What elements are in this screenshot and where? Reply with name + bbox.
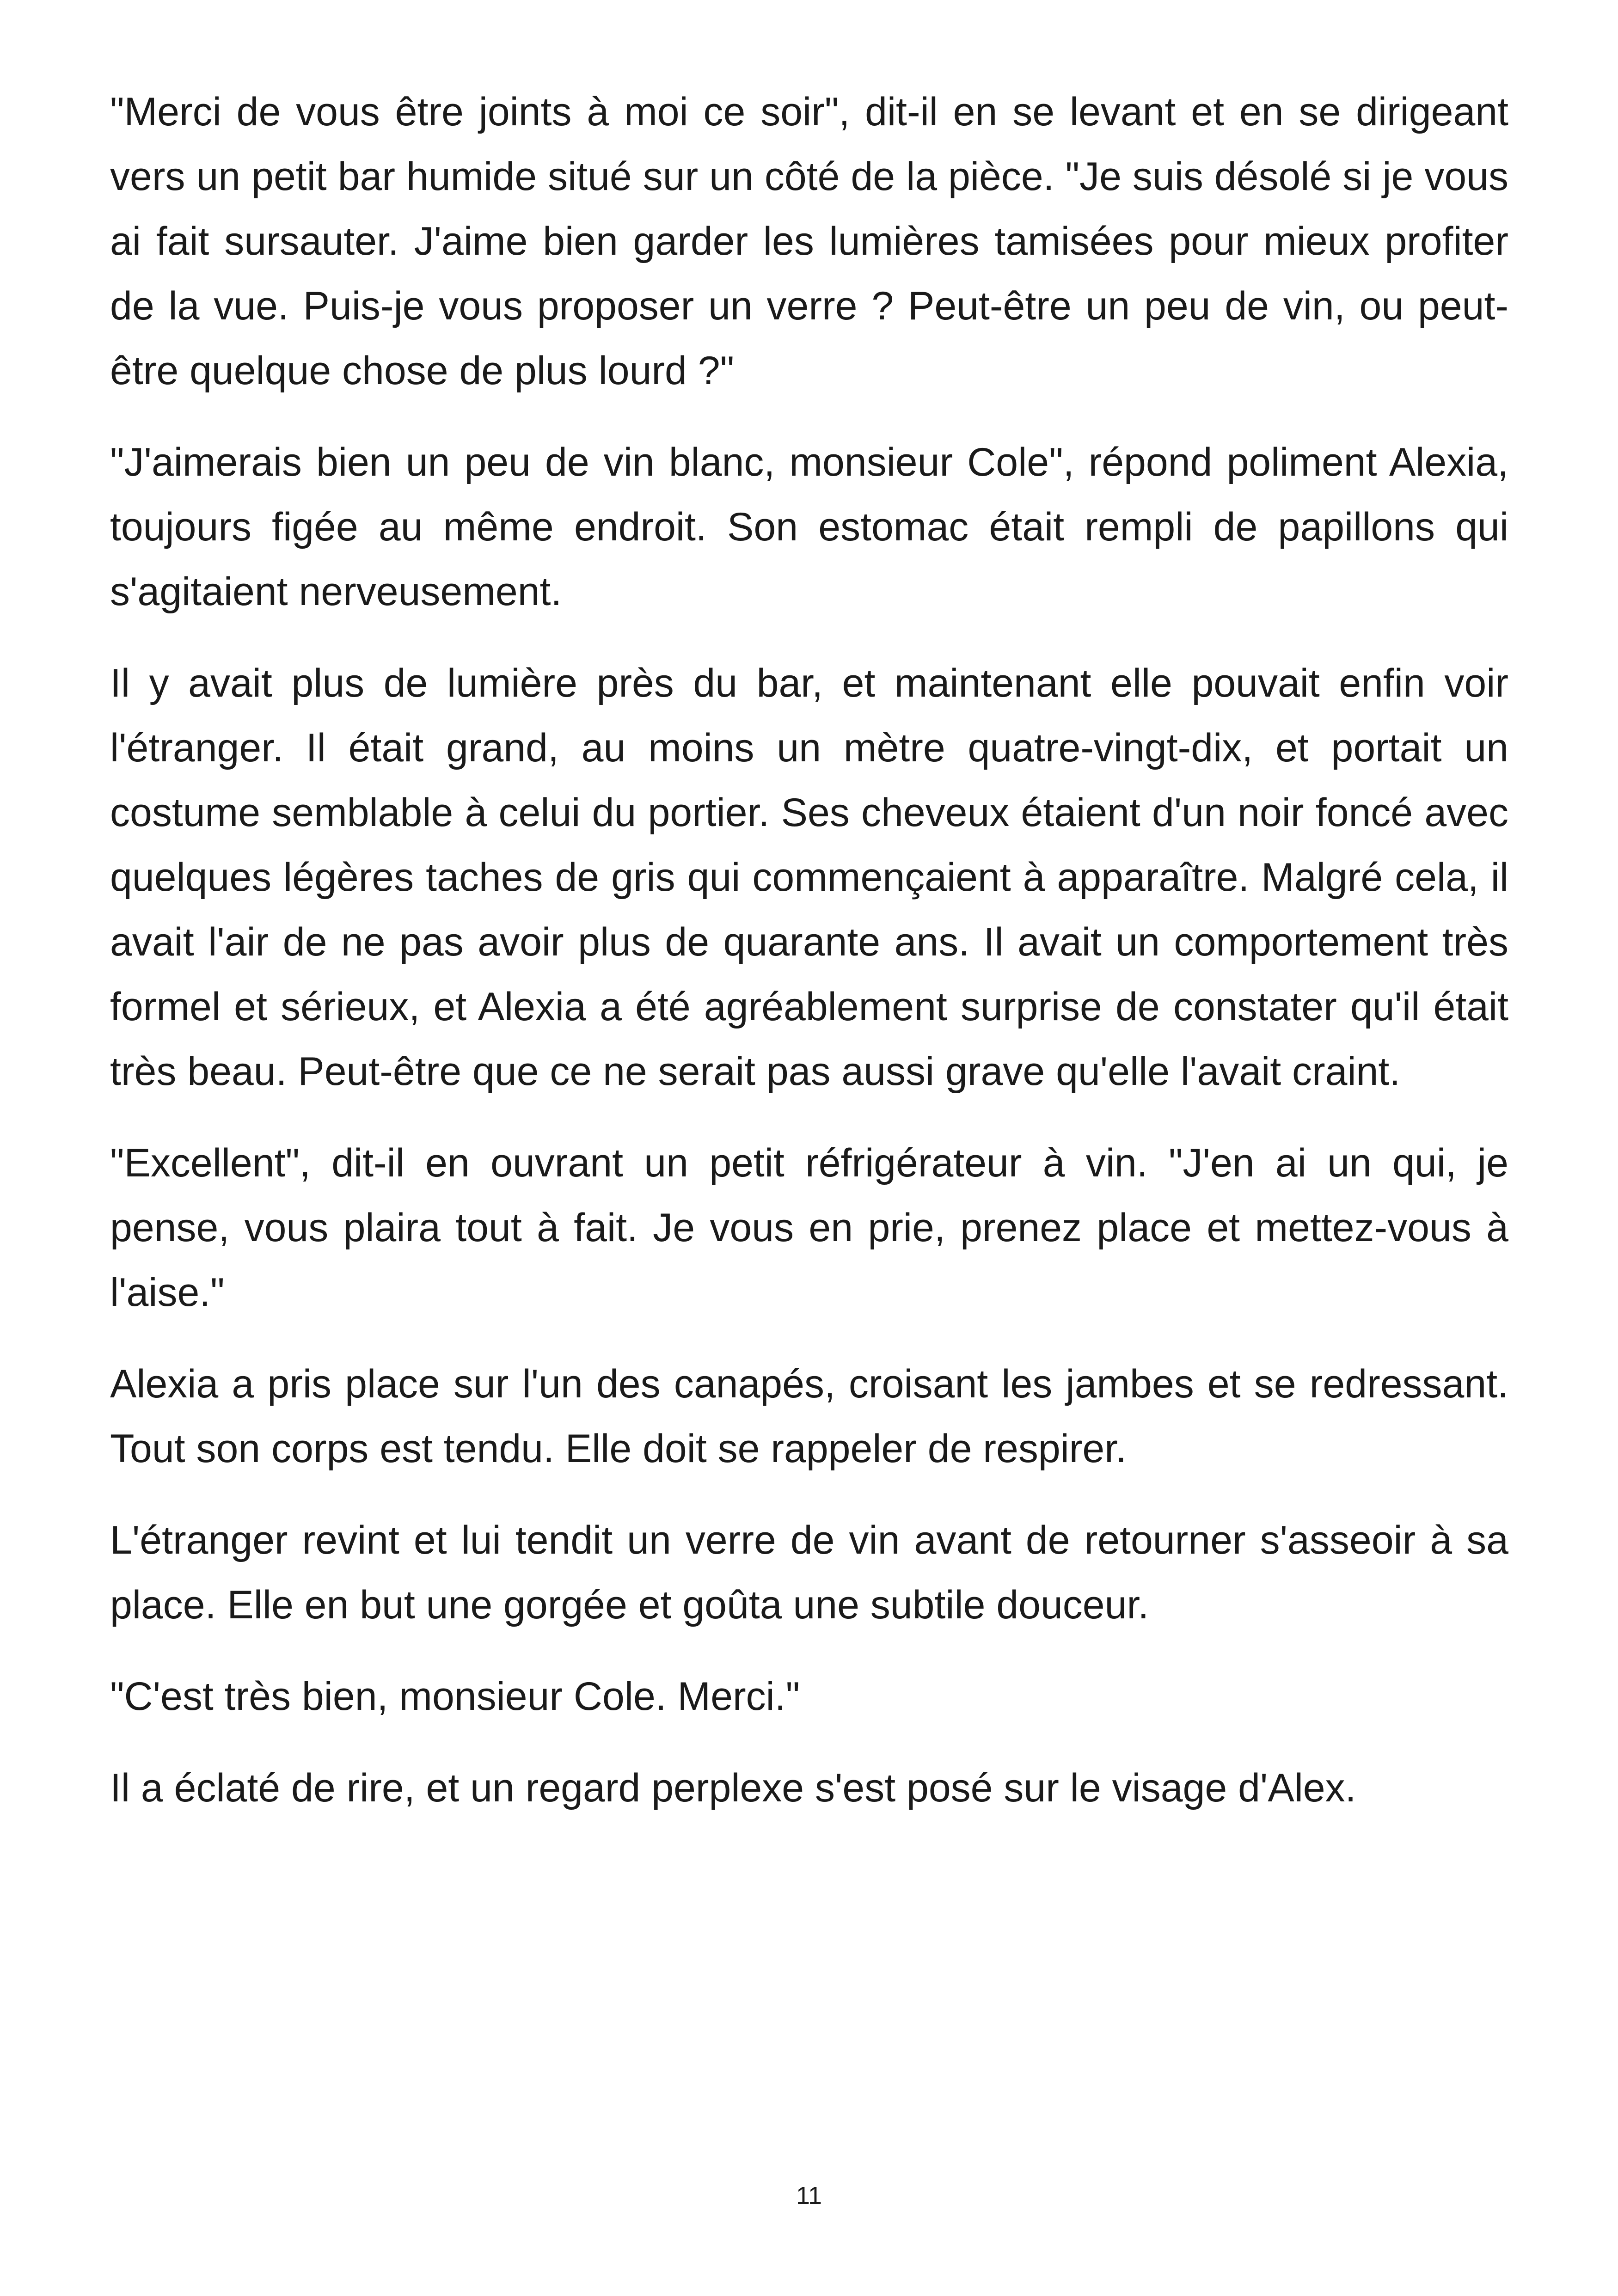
paragraph-6: L'étranger revint et lui tendit un verre de vin avant de retourner s'asseoir à sa place. Elle en but une gorgée et goûta une subtile douceur. — [110, 1518, 1508, 1627]
paragraph-4: "Excellent", dit-il en ouvrant un petit réfrigérateur à vin. "J'en ai un qui, je pense, vous plaira tout à fait. Je vous en prie, prenez place et mettez-vous à l'aise." — [110, 1141, 1508, 1315]
paragraph-8: Il a éclaté de rire, et un regard perplexe s'est posé sur le visage d'Alex. — [110, 1766, 1356, 1810]
paragraph-5: Alexia a pris place sur l'un des canapés, croisant les jambes et se redressant. Tout son corps est tendu. Elle doit se rappeler de respirer. — [110, 1362, 1508, 1471]
body-text — [110, 80, 1508, 1847]
paragraph-3: Il y avait plus de lumière près du bar, et maintenant elle pouvait enfin voir l'étranger. Il était grand, au moins un mètre quatre-vingt-dix, et portait un costume semblable à celui du portier. Ses cheveux étaient d'un noir foncé avec quelques légères taches de gris qui commençaient à apparaître. Malgré cela, il avait l'air de ne pas avoir plus de quarante ans. Il avait un comportement très formel et sérieux, et Alexia a été agréablement surprise de constater qu'il était très beau. Peut-être que ce ne serait pas aussi grave qu'elle l'avait craint. — [110, 661, 1508, 1094]
page-number: 11 — [796, 2182, 822, 2210]
paragraph-1: "Merci de vous être joints à moi ce soir", dit-il en se levant et en se dirigeant vers un petit bar humide situé sur un côté de la pièce. "Je suis désolé si je vous ai fait sursauter. J'aime bien garder les lumières tamisées pour mieux profiter de la vue. Puis-je vous proposer un verre ? Peut-être un peu de vin, ou peut-être quelque chose de plus lourd ?" — [110, 90, 1508, 393]
paragraph-2: "J'aimerais bien un peu de vin blanc, monsieur Cole", répond poliment Alexia, toujours figée au même endroit. Son estomac était rempli de papillons qui s'agitaient nerveusement. — [110, 440, 1508, 614]
paragraph-7: "C'est très bien, monsieur Cole. Merci." — [110, 1674, 800, 1719]
